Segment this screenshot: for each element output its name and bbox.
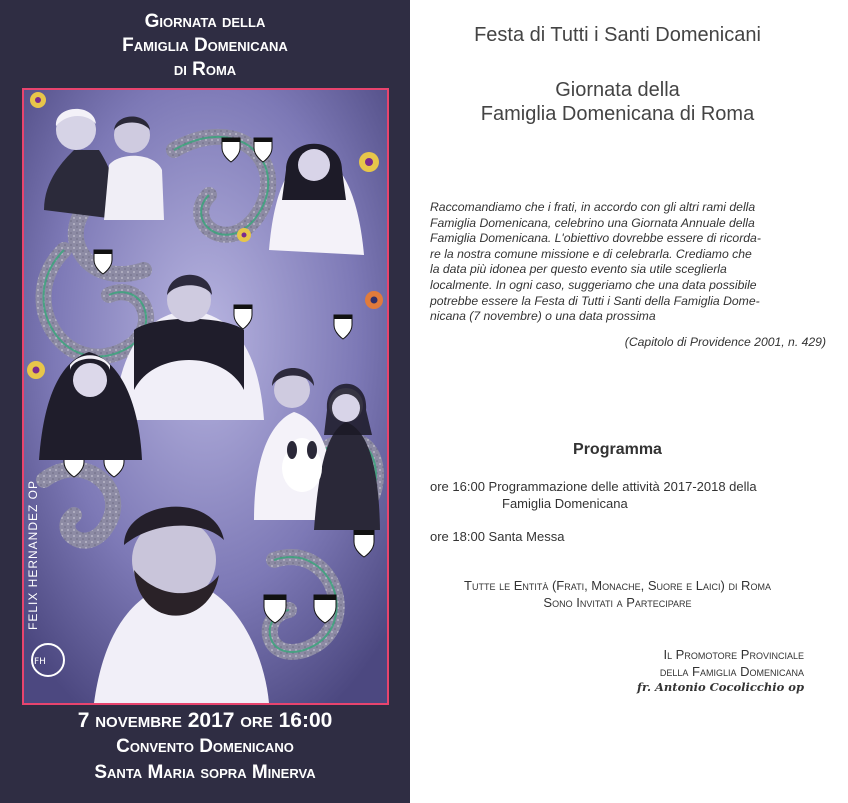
quote-line: re la nostra comune missione e di celebrarla. Crediamo che [430,246,752,261]
quote-line: potrebbe essere la Festa di Tutti i Santi della Famiglia Dome- [430,293,760,308]
promoter-signature: fr. Antonio Cocolicchio op [637,680,804,694]
program-item-2: ore 18:00 Santa Messa [430,529,565,544]
right-panel [410,0,848,803]
quote-line: localmente. In ogni caso, suggeriamo che una data possibile [430,277,757,292]
header-line-2: Famiglia Domenicana [122,35,288,56]
artist-signature: FELIX HERNANDEZ OP [26,479,40,630]
quote-line: Raccomandiamo che i frati, in accordo con gli altri rami della [430,200,756,214]
promoter-line-1: Il Promotore Provinciale [663,647,804,662]
invitation [410,577,825,611]
page-subtitle [410,78,825,126]
subtitle-line-1: Giornata della [555,79,680,101]
quote-line: nicana (7 novembre) o una data prossima [430,309,656,324]
quote-line: Famiglia Domenicana. L'obiettivo dovrebbe essere di ricorda- [430,231,761,246]
svg-text:FH: FH [34,657,46,667]
promoter [410,646,804,680]
illustration-artwork [22,88,389,705]
page-title: Festa di Tutti i Santi Domenicani [474,24,761,46]
event-date: 7 novembre 2017 ore 16:00 [77,709,333,732]
quote-text [430,200,826,325]
event-place-line-1: Convento Domenicano [116,736,294,757]
header-line-3: di Roma [173,59,237,80]
header-line-1: Giornata della [144,11,266,32]
invitation-line-2: Sono Invitati a Partecipare [543,595,692,610]
subtitle-line-2: Famiglia Domenicana di Roma [480,103,755,125]
program-item-1 [430,478,757,512]
event-place-line-2: Santa Maria sopra Minerva [94,762,316,783]
left-footer [0,708,410,786]
left-header [0,10,410,82]
program-title: Programma [573,441,662,458]
program-item-1-line-2: Famiglia Domenicana [502,496,628,511]
invitation-line-1: Tutte le Entità (Frati, Monache, Suore e Laici) di Roma [464,578,771,593]
quote-source: (Capitolo di Providence 2001, n. 429) [624,335,826,349]
promoter-line-2: della Famiglia Domenicana [659,664,804,679]
quote-line: la data più idonea per questo evento sia utile sceglierla [430,262,727,277]
left-panel [0,0,410,803]
program-item-1-line-1: ore 16:00 Programmazione delle attività 2017-2018 della [430,479,757,494]
quote-line: Famiglia Domenicana, celebrino una Giornata Annuale della [430,215,755,230]
